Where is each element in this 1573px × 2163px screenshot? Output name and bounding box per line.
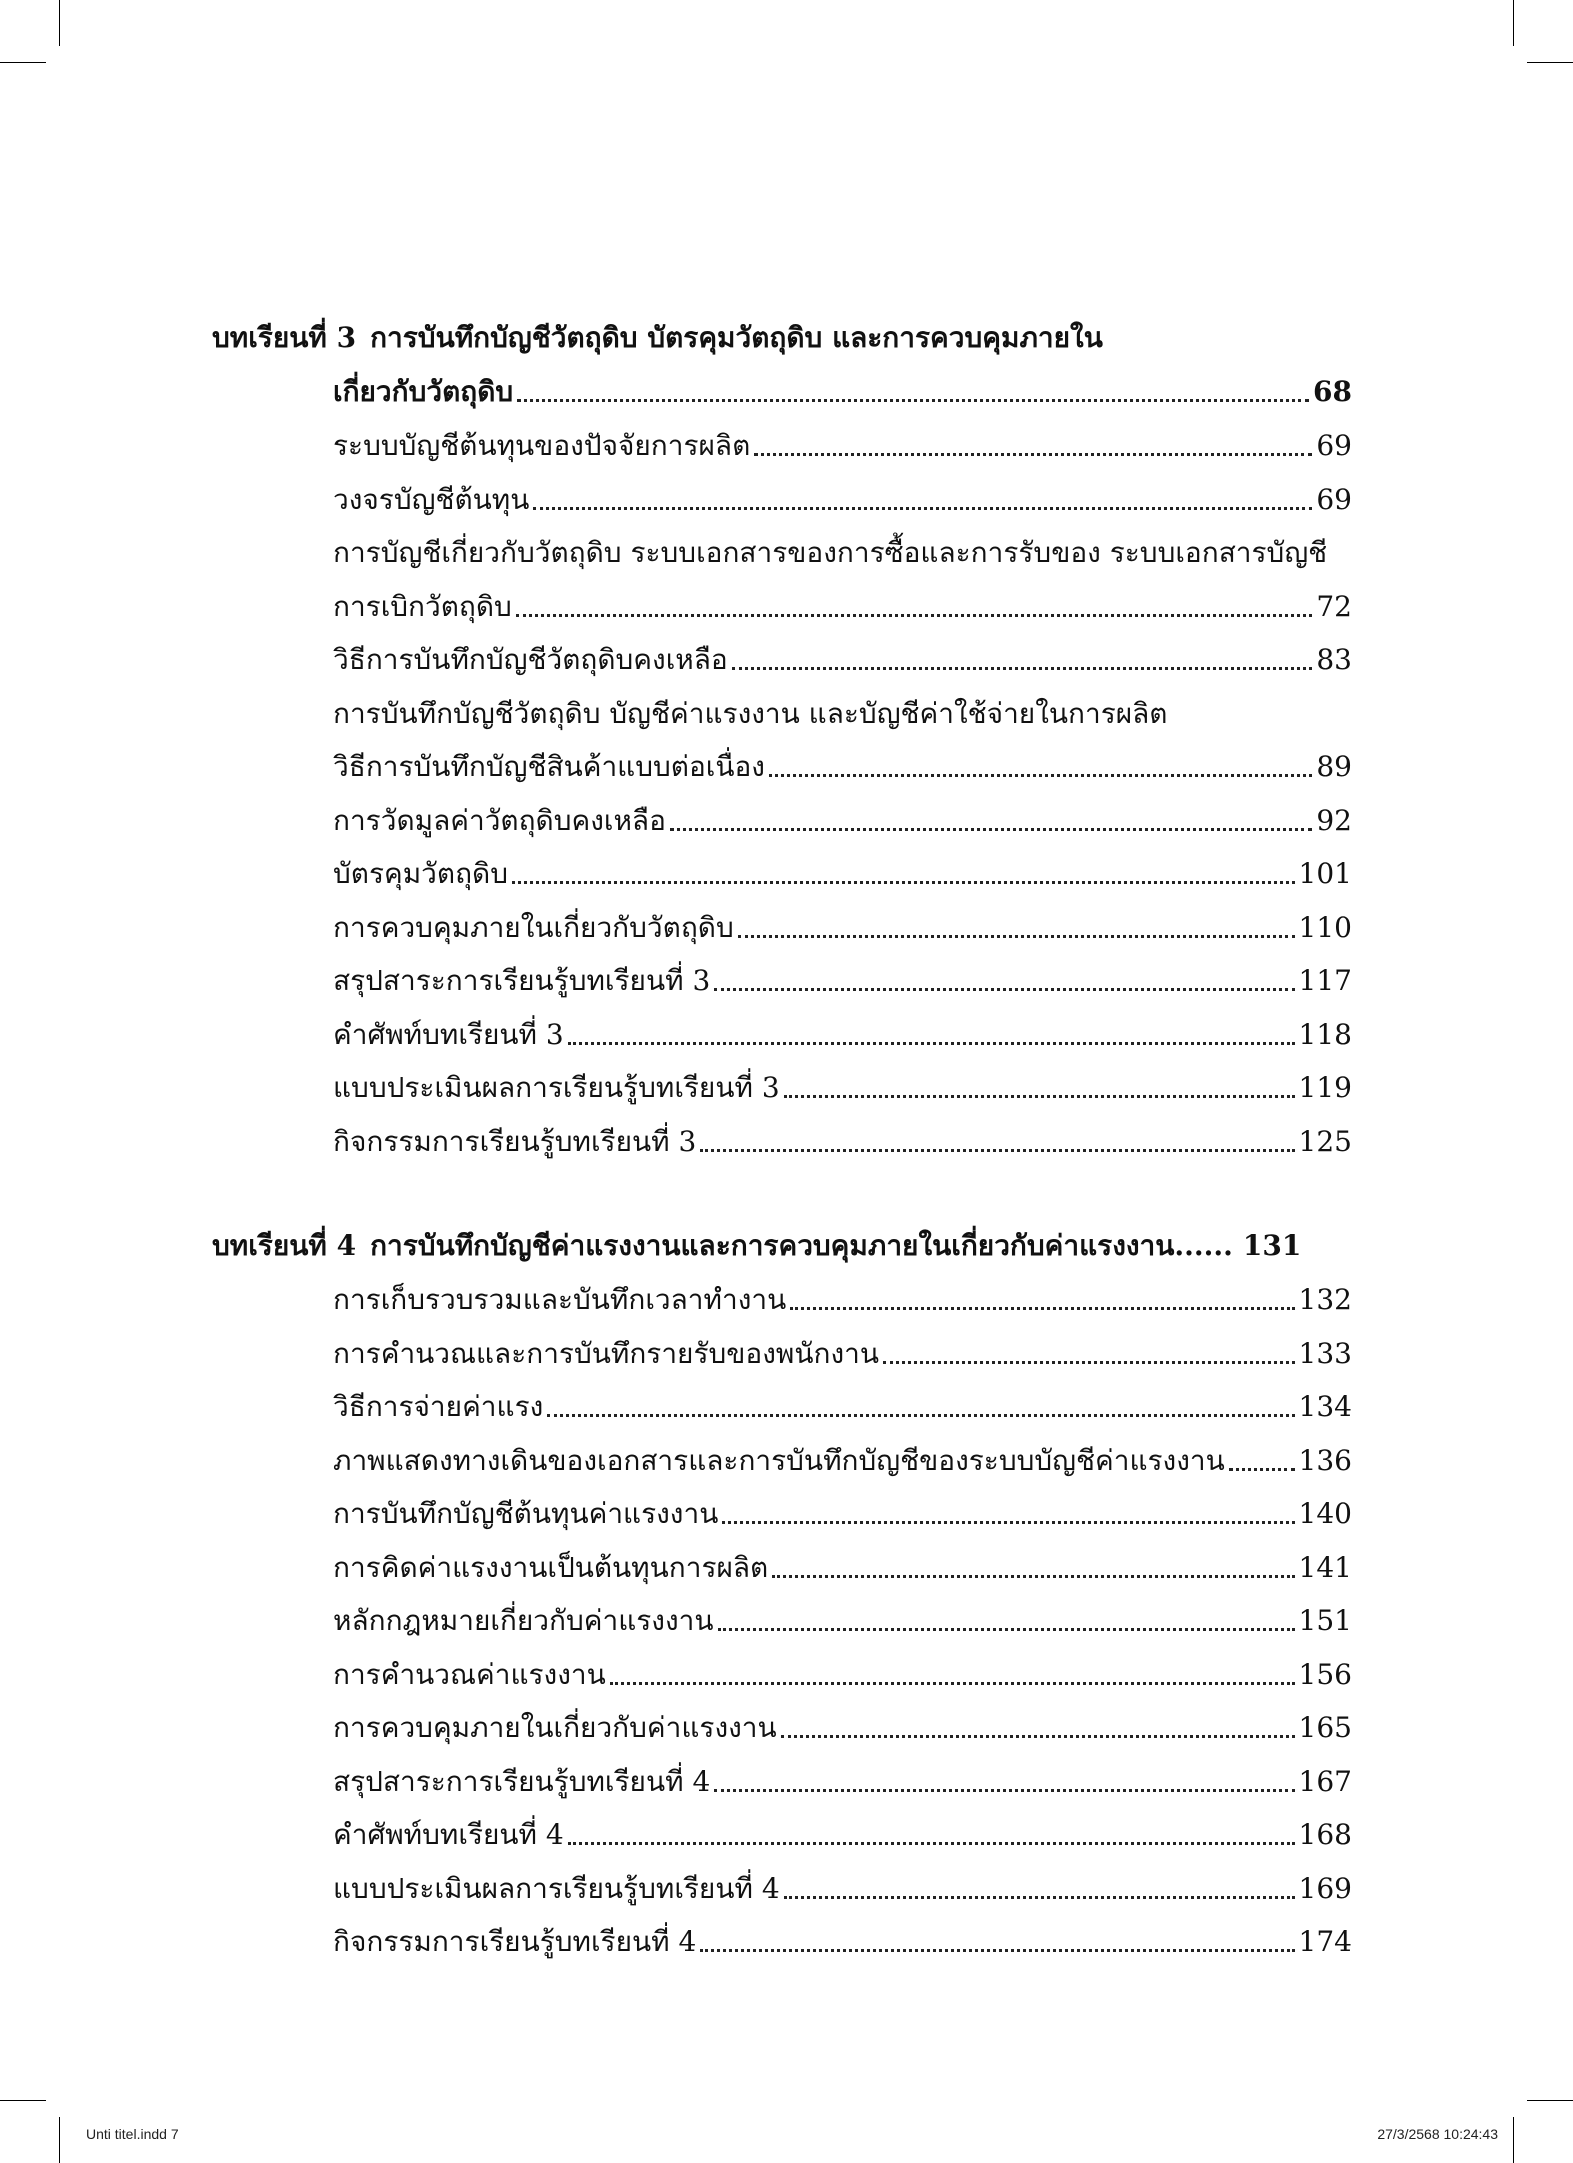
dot-leader bbox=[784, 1896, 1295, 1899]
page-number: 134 bbox=[1298, 1390, 1352, 1423]
dot-leader bbox=[769, 774, 1312, 777]
page-number: 141 bbox=[1298, 1550, 1352, 1584]
dot-leader bbox=[754, 453, 1312, 456]
dot-leader bbox=[610, 1682, 1295, 1685]
dot-leader bbox=[512, 881, 1295, 884]
toc-entry-label: การบัญชีเกี่ยวกับวัตถุดิบ ระบบเอกสารของการซื้อและการรับของ ระบบเอกสารบัญชี bbox=[333, 536, 1328, 569]
toc-entry-label: การบันทึกบัญชีต้นทุนค่าแรงงาน bbox=[333, 1497, 719, 1530]
page-number: 156 bbox=[1298, 1657, 1352, 1691]
toc-entry bbox=[333, 801, 1352, 841]
toc-entry bbox=[333, 1601, 1352, 1641]
toc-entry-label: แบบประเมินผลการเรียนรู้บทเรียนที่ 3 bbox=[333, 1071, 780, 1104]
chapter-title: การบันทึกบัญชีวัตถุดิบ บัตรคุมวัตถุดิบ และการควบคุมภายใน bbox=[370, 321, 1103, 354]
chapter-label: บทเรียนที่ 4 bbox=[212, 1229, 357, 1262]
dot-leader bbox=[1229, 1468, 1295, 1471]
toc-entry-label: การควบคุมภายในเกี่ยวกับวัตถุดิบ bbox=[333, 910, 734, 944]
dot-leader bbox=[516, 614, 1313, 617]
chapter-label: บทเรียนที่ 3 bbox=[212, 321, 357, 354]
toc-entry bbox=[333, 426, 1352, 466]
toc-entry-label: การควบคุมภายในเกี่ยวกับค่าแรงงาน bbox=[333, 1711, 777, 1744]
toc-entry bbox=[333, 587, 1352, 627]
page-number: 174 bbox=[1298, 1925, 1352, 1958]
toc-entry bbox=[333, 694, 1352, 734]
dot-leader bbox=[781, 1735, 1295, 1738]
crop-mark bbox=[59, 0, 60, 46]
toc-entry bbox=[333, 1708, 1352, 1748]
dot-leader bbox=[772, 1575, 1294, 1578]
page-number: 136 bbox=[1298, 1443, 1352, 1477]
dot-leader bbox=[784, 1095, 1295, 1098]
crop-mark bbox=[1527, 62, 1573, 63]
toc-entry bbox=[333, 1015, 1352, 1055]
toc-entry-label: ภาพแสดงทางเดินของเอกสารและการบันทึกบัญชีของระบบบัญชีค่าแรงงาน bbox=[333, 1443, 1225, 1477]
toc-entry-label: วิธีการจ่ายค่าแรง bbox=[333, 1390, 544, 1423]
page-number: 101 bbox=[1298, 857, 1352, 890]
toc-entry bbox=[333, 1655, 1352, 1695]
toc-entry-label: วิธีการบันทึกบัญชีวัตถุดิบคงเหลือ bbox=[333, 643, 728, 676]
toc-entry bbox=[333, 1280, 1352, 1320]
toc-entry-label: การคิดค่าแรงงานเป็นต้นทุนการผลิต bbox=[333, 1550, 769, 1584]
page-number: 169 bbox=[1298, 1871, 1352, 1905]
page-number: 92 bbox=[1316, 803, 1352, 837]
page-number: 119 bbox=[1298, 1071, 1352, 1104]
dot-leader bbox=[568, 1842, 1295, 1845]
page-number: 110 bbox=[1298, 910, 1352, 944]
toc-entry-label: การคำนวณค่าแรงงาน bbox=[333, 1657, 606, 1691]
page-number: 118 bbox=[1298, 1017, 1352, 1051]
dot-leader bbox=[714, 988, 1294, 991]
dot-leader bbox=[883, 1361, 1295, 1364]
dot-leader bbox=[790, 1307, 1294, 1310]
crop-mark bbox=[0, 62, 46, 63]
dot-leader bbox=[700, 1149, 1294, 1152]
crop-mark bbox=[59, 2117, 60, 2163]
toc-entry-label: กิจกรรมการเรียนรู้บทเรียนที่ 4 bbox=[333, 1925, 697, 1958]
chapter-4-heading bbox=[212, 1226, 1352, 1266]
toc-entry-label: บัตรคุมวัตถุดิบ bbox=[333, 857, 508, 890]
page-number: 125 bbox=[1298, 1124, 1352, 1158]
page-number: 89 bbox=[1316, 750, 1352, 783]
crop-mark bbox=[1513, 0, 1514, 46]
toc-entry bbox=[333, 1334, 1352, 1374]
toc-entry-label: การบันทึกบัญชีวัตถุดิบ บัญชีค่าแรงงาน และบัญชีค่าใช้จ่ายในการผลิต bbox=[333, 696, 1168, 730]
toc-entry bbox=[333, 1815, 1352, 1855]
toc-entry bbox=[333, 1922, 1352, 1962]
page-number: 69 bbox=[1316, 429, 1352, 462]
crop-mark bbox=[1527, 2100, 1573, 2101]
toc-entry bbox=[333, 1494, 1352, 1534]
crop-mark bbox=[0, 2100, 46, 2101]
dot-leader bbox=[700, 1949, 1294, 1952]
dot-leader bbox=[714, 1789, 1294, 1792]
page-number: 72 bbox=[1316, 589, 1352, 623]
toc-entry bbox=[333, 1122, 1352, 1162]
page-number: 69 bbox=[1316, 482, 1352, 516]
toc-entry-label: คำศัพท์บทเรียนที่ 3 bbox=[333, 1017, 564, 1051]
dot-leader bbox=[722, 1521, 1294, 1524]
chapter-title-cont: เกี่ยวกับวัตถุดิบ bbox=[333, 375, 514, 408]
toc-entry-label: วงจรบัญชีต้นทุน bbox=[333, 482, 530, 516]
toc-entry bbox=[333, 1068, 1352, 1108]
toc-entry bbox=[333, 747, 1352, 787]
toc-entry bbox=[333, 1869, 1352, 1909]
dot-leader bbox=[670, 828, 1312, 831]
slug-timestamp: 27/3/2568 10:24:43 bbox=[1377, 2126, 1498, 2142]
dot-leader bbox=[547, 1414, 1294, 1417]
toc-entry-label: การเก็บรวบรวมและบันทึกเวลาทำงาน bbox=[333, 1283, 787, 1316]
page-number: 140 bbox=[1298, 1497, 1352, 1530]
page-number: 165 bbox=[1298, 1711, 1352, 1744]
page-number: 117 bbox=[1298, 964, 1352, 997]
toc-entry bbox=[333, 1548, 1352, 1588]
toc-entry bbox=[333, 961, 1352, 1001]
toc-entry bbox=[333, 480, 1352, 520]
page-number: 167 bbox=[1298, 1764, 1352, 1798]
toc-entry-label: สรุปสาระการเรียนรู้บทเรียนที่ 4 bbox=[333, 1764, 711, 1798]
toc-entry-label: การคำนวณและการบันทึกรายรับของพนักงาน bbox=[333, 1336, 879, 1370]
dot-leader bbox=[517, 399, 1309, 402]
page-number: 168 bbox=[1298, 1818, 1352, 1851]
toc-entry-label: ระบบบัญชีต้นทุนของปัจจัยการผลิต bbox=[333, 429, 751, 462]
toc-entry bbox=[333, 1387, 1352, 1427]
page-number: 132 bbox=[1298, 1283, 1352, 1316]
slug-file-info: Unti titel.indd 7 bbox=[86, 2126, 179, 2142]
toc-entry-label: การเบิกวัตถุดิบ bbox=[333, 589, 512, 623]
toc-entry bbox=[333, 908, 1352, 948]
toc-entry bbox=[333, 1441, 1352, 1481]
toc-entry-label: วิธีการบันทึกบัญชีสินค้าแบบต่อเนื่อง bbox=[333, 750, 765, 783]
toc-entry bbox=[333, 640, 1352, 680]
chapter-3-heading-cont bbox=[333, 372, 1352, 412]
toc-entry-label: แบบประเมินผลการเรียนรู้บทเรียนที่ 4 bbox=[333, 1871, 780, 1905]
toc-entry bbox=[333, 1762, 1352, 1802]
toc-entry-label: การวัดมูลค่าวัตถุดิบคงเหลือ bbox=[333, 803, 666, 837]
dot-leader bbox=[718, 1628, 1295, 1631]
page-number: 131 bbox=[1242, 1229, 1302, 1262]
toc-entry-label: หลักกฎหมายเกี่ยวกับค่าแรงงาน bbox=[333, 1604, 714, 1637]
crop-mark bbox=[1513, 2117, 1514, 2163]
toc-entry-label: สรุปสาระการเรียนรู้บทเรียนที่ 3 bbox=[333, 964, 711, 997]
dot-leader bbox=[738, 935, 1295, 938]
page-number: 151 bbox=[1298, 1604, 1352, 1637]
dot-leader bbox=[533, 507, 1312, 510]
chapter-3-heading bbox=[212, 318, 1352, 358]
page-number: 68 bbox=[1313, 375, 1352, 408]
chapter-title: การบันทึกบัญชีค่าแรงงานและการควบคุมภายในเกี่ยวกับค่าแรงงาน...... bbox=[370, 1229, 1233, 1262]
dot-leader bbox=[732, 667, 1313, 670]
toc-entry-label: กิจกรรมการเรียนรู้บทเรียนที่ 3 bbox=[333, 1124, 697, 1158]
page-number: 83 bbox=[1316, 643, 1352, 676]
toc-entry bbox=[333, 533, 1352, 573]
toc-entry-label: คำศัพท์บทเรียนที่ 4 bbox=[333, 1818, 564, 1851]
dot-leader bbox=[568, 1042, 1295, 1045]
toc-entry bbox=[333, 854, 1352, 894]
page-number: 133 bbox=[1298, 1336, 1352, 1370]
